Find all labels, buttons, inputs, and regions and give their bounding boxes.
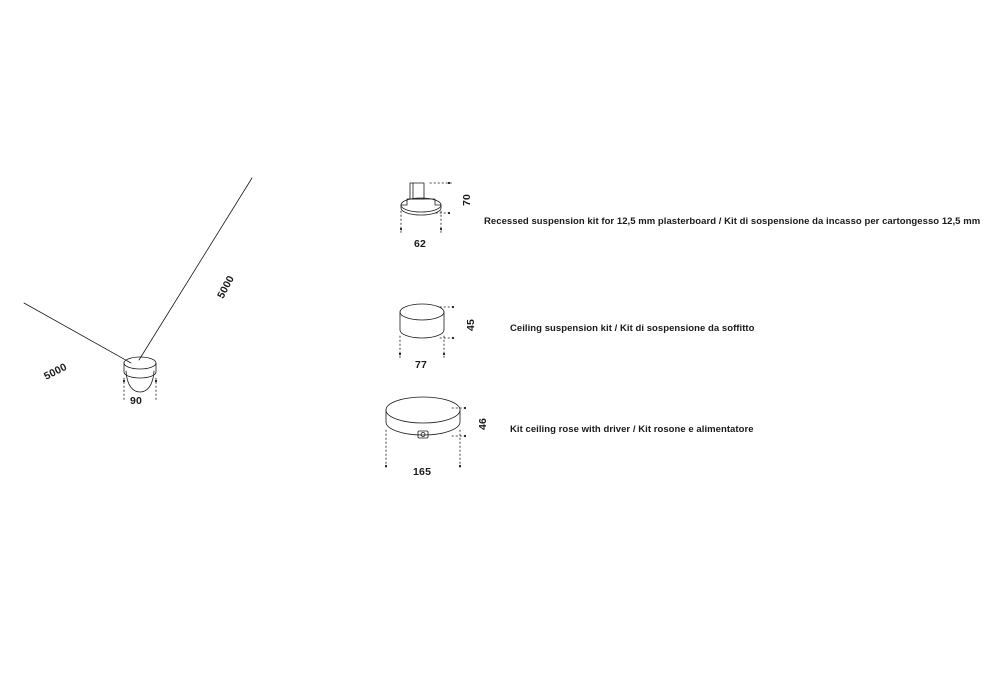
caption-recessed-suspension-kit: Recessed suspension kit for 12,5 mm plasterboard / Kit di sospensione da incasso per cartongesso 12,5 mm	[484, 216, 981, 227]
dim-label-kit2-height: 45	[465, 318, 477, 331]
dim-label-kit1-width: 62	[414, 238, 427, 250]
lamp-dome	[126, 371, 154, 392]
recessed-suspension-kit-drawing	[401, 183, 452, 233]
kit1-body	[401, 199, 441, 215]
kit1-box	[410, 183, 424, 199]
caption-kit-ceiling-rose: Kit ceiling rose with driver / Kit rosone e alimentatore	[510, 424, 754, 435]
kit3-outlet	[418, 431, 428, 438]
kit2-top-ellipse	[400, 304, 444, 320]
kit-ceiling-rose-drawing	[386, 397, 468, 470]
lamp-collar	[124, 363, 156, 378]
kit3-top-ellipse	[386, 397, 460, 423]
kit2-cylinder	[400, 312, 444, 338]
kit3-outlet-hole	[421, 433, 425, 437]
ceiling-suspension-kit-drawing	[400, 304, 456, 358]
dim-label-body-width: 90	[130, 395, 143, 407]
dim-label-cable-left: 5000	[42, 361, 69, 383]
dim-label-cable-right: 5000	[215, 273, 237, 301]
dim-label-kit2-width: 77	[415, 359, 428, 371]
caption-ceiling-suspension-kit: Ceiling suspension kit / Kit di sospensione da soffitto	[510, 323, 755, 334]
cable-left-line	[24, 303, 131, 363]
dim-label-kit3-width: 165	[413, 466, 432, 478]
cable-right-line	[139, 178, 252, 360]
dim-label-kit3-height: 46	[477, 417, 489, 430]
dim-label-kit1-height: 70	[461, 193, 473, 206]
